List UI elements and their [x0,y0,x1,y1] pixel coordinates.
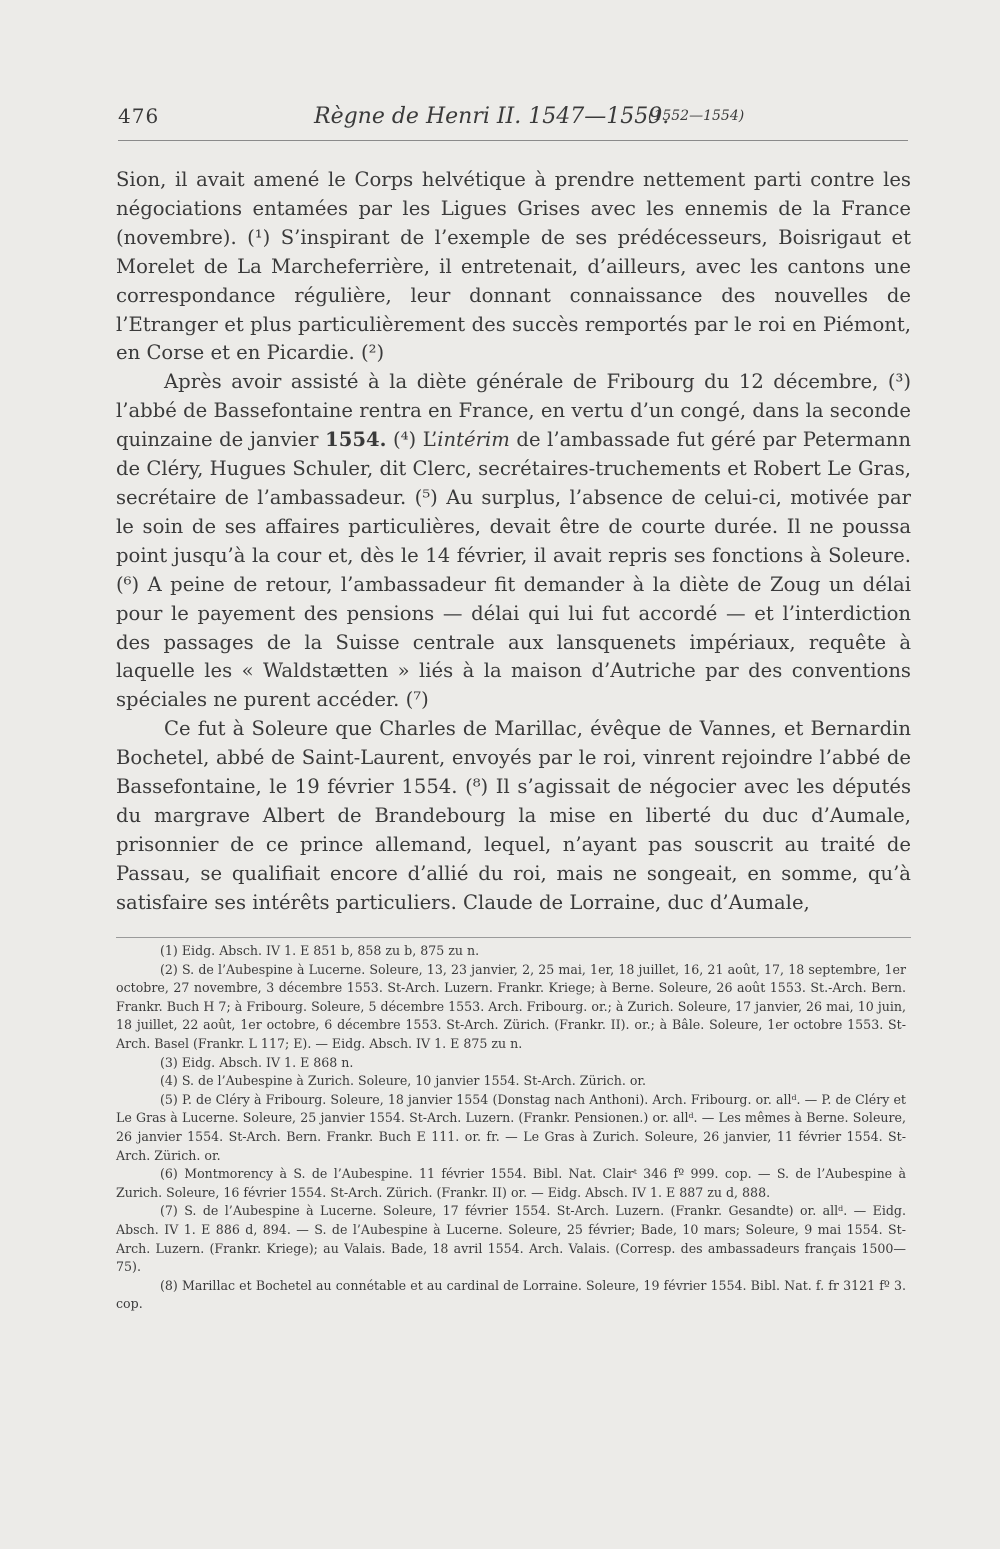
footnote-1: (1) Eidg. Absch. IV 1. E 851 b, 858 zu b, 875 zu n. [160,943,480,958]
footnote-6: (6) Montmorency à S. de l’Aubespine. 11 février 1554. Bibl. Nat. Clairᵗ 346 fº 999. cop. — S. de l’Aubespine à Zurich. Soleure, 16 février 1554. St-Arch. Zürich. (Frankr. II) or. — Eidg. Absch. IV 1. E 887 zu d, 888. [116,1166,906,1200]
paragraph-2-rest: de l’ambassade fut géré par Petermann de Cléry, Hugues Schuler, dit Clerc, secrétaires-truchements et Robert Le Gras, secrétaire de l’ambassadeur. (⁵) Au surplus, l’absence de celui-ci, motivée par le soin de ses affaires particulières, devait être de courte durée. Il ne poussa point jusqu’à la cour et, dès le 14 février, il avait repris ses fonctions à Soleure. (⁶) A peine de retour, l’ambassadeur fit demander à la diète de Zoug un délai pour le payement des pensions — délai qui lui fut accordé — et l’interdiction des passages de la Suisse centrale aux lansquenets impériaux, requête à laquelle les « Waldstætten » liés à la maison d’Autriche par des conventions spéciales ne purent accéder. (⁷) [116,428,911,712]
footnote-7: (7) S. de l’Aubespine à Lucerne. Soleure, 17 février 1554. St-Arch. Luzern. (Frankr. Gesandte) or. allᵈ. — Eidg. Absch. IV 1. E 886 d, 894. — S. de l’Aubespine à Lucerne. Soleure, 25 février; Bade, 10 mars; Soleure, 9 mai 1554. St-Arch. Luzern. (Frankr. Kriege); au Valais. Bade, 18 avril 1554. Arch. Valais. (Corresp. des ambassadeurs français 1500—75). [116,1203,906,1275]
paragraph-2-interim: intérim [437,428,510,452]
paragraph-2-mid: (⁴) L’ [386,428,438,452]
page-number: 476 [118,104,160,128]
footnotes [116,942,906,1314]
running-header [118,100,908,140]
footnote-5: (5) P. de Cléry à Fribourg. Soleure, 18 janvier 1554 (Donstag nach Anthoni). Arch. Fribourg. or. allᵈ. — P. de Cléry et Le Gras à Lucerne. Soleure, 25 janvier 1554. St-Arch. Luzern. (Frankr. Pensionen.) or. allᵈ. — Les mêmes à Berne. Soleure, 26 janvier 1554. St-Arch. Bern. Frankr. Buch E 111. or. fr. — Le Gras à Zurich. Soleure, 26 janvier, 11 février 1554. St-Arch. Zürich. or. [116,1091,906,1163]
footnote-8: (8) Marillac et Bochetel au connétable et au cardinal de Lorraine. Soleure, 19 février 1554. Bibl. Nat. f. fr 3121 fº 3. cop. [116,1277,906,1312]
paragraph-2-start: Après avoir assisté à la diète générale de Fribourg du 12 décembre, (³) l’abbé de Bassefontaine rentra en France, en vertu d’un congé, dans la seconde quinzaine de janvier [116,370,911,452]
running-title: Règne de Henri II. 1547—1559. [314,104,670,129]
paragraph-2-year: 1554. [325,428,387,452]
footnote-4: (4) S. de l’Aubespine à Zurich. Soleure, 10 janvier 1554. St-Arch. Zürich. or. [160,1073,647,1089]
paragraph-3: Ce fut à Soleure que Charles de Marillac, évêque de Vannes, et Bernardin Bochetel, abbé de Saint-Laurent, envoyés par le roi, vinrent rejoindre l’abbé de Bassefontaine, le 19 février 1554. (⁸) Il s’agissait de négocier avec les députés du margrave Albert de Brandebourg la mise en liberté du duc d’Aumale, prisonnier de ce prince allemand, lequel, n’ayant pas souscrit au traité de Passau, se qualifiait encore d’allié du roi, mais ne songeait, en somme, qu’à satisfaire ses intérêts particuliers. Claude de Lorraine, duc d’Aumale, [116,717,911,914]
main-text [116,166,911,918]
header-rule [118,140,908,141]
footnote-2: (2) S. de l’Aubespine à Lucerne. Soleure, 13, 23 janvier, 2, 25 mai, 1er, 18 juillet, 16, 21 août, 17, 18 septembre, 1er octobre, 27 novembre, 3 décembre 1553. St-Arch. Luzern. Frankr. Kriege; à Berne. Soleure, 26 août 1553. St.-Arch. Bern. Frankr. Buch H 7; à Fribourg. Soleure, 5 décembre 1553. Arch. Fribourg. or.; à Zurich. Soleure, 17 janvier, 26 mai, 10 juin, 18 juillet, 22 août, 1er octobre, 6 décembre 1553. St-Arch. Zürich. (Frankr. II). or.; à Bâle. Soleure, 1er octobre 1553. St-Arch. Basel (Frankr. L 117; E). — Eidg. Absch. IV 1. E 875 zu n. [116,961,906,1051]
footnote-3: (3) Eidg. Absch. IV 1. E 868 n. [160,1054,354,1070]
running-years: (1552—1554) [648,108,745,124]
paragraph-2 [116,368,911,715]
footnotes-rule [116,937,911,938]
paragraph-1: Sion, il avait amené le Corps helvétique à prendre nettement parti contre les négociations entamées par les Ligues Grises avec les ennemis de la France (novembre). (¹) S’inspirant de l’exemple de ses prédécesseurs, Boisrigaut et Morelet de La Marcheferrière, il entretenait, d’ailleurs, avec les cantons une correspondance régulière, leur donnant connaissance des nouvelles de l’Etranger et plus particulièrement des succès remportés par le roi en Piémont, en Corse et en Picardie. (²) [116,168,911,365]
